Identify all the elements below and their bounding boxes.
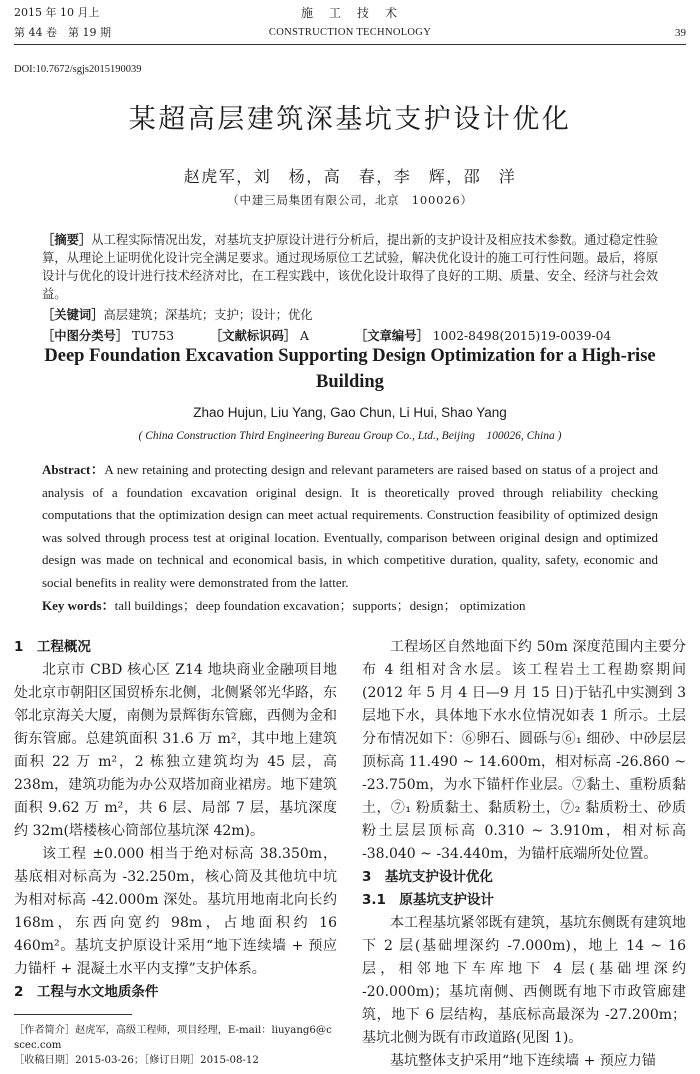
abstract-cn-text: 从工程实际情况出发，对基坑支护原设计进行分析后，提出新的支护设计及相应技术参数。通过稳定性验算，从理论上证明优化设计完全满足要求。通过现场原位工艺试验，解决优化设计的施工可行性问题。最后，将原设计与优化的设计进行技术经济对比，在工程实践中，该优化设计取得了良好的工期、质量、安全、经济与社会效益。 (42, 233, 658, 301)
abstract-cn (42, 231, 658, 303)
footnote-dates (14, 1053, 337, 1068)
paragraph: 基坑整体支护采用“地下连续墙 + 预应力锚 (390, 1053, 656, 1069)
paragraph: 工程场区自然地面下约 50m 深度范围内主要分布 4 组相对含水层。该工程岩土工程勘察期间(2012 年 5 月 4 日—9 月 15 日)于钻孔中实测到 3 层地下水，具体地下水水位情况如表 1 所示。土层分布情况如下：⑥卵石、圆砾与⑥₁ 细砂、中砂层层顶标高 11.490 ~ 14.600m，相对标高 -26.860 ~ -23.750m，为水下锚杆作业层。⑦黏土、重粉质黏土，⑦₁ 粉质黏土、黏质粉土，⑦₂ 黏质粉土、砂质粉土层层顶标高 0.310 ~ 3.910m，相对标高 -38.040 ~ -34.440m，为锚杆底端所处位置。 (362, 639, 686, 862)
title-en: Deep Foundation Excavation Supporting Design Optimization for a High-rise Building (44, 346, 656, 392)
doc-code-value: A (300, 329, 309, 343)
doi: DOI:10.7672/sgjs2015190039 (14, 64, 142, 75)
affiliation-cn: （中建三局集团有限公司，北京 100026） (227, 193, 473, 207)
header-rule (14, 44, 686, 45)
keywords-en (42, 595, 658, 618)
revised-label: ［修订日期］ (144, 1055, 201, 1066)
paragraph: 该工程 ±0.000 相当于绝对标高 38.350m，基底相对标高为 -32.250m，核心筒及其他坑中坑为相对标高 -42.000m 深处。基坑用地南北向长约 168m，东西向宽约 98m，占地面积约 16 460m²。基坑支护原设计采用“地下连续墙 + 预应力锚杆 + 混凝土水平内支撑”支护体系。 (14, 846, 337, 977)
doc-code-label: ［文献标识码］ (210, 328, 297, 343)
keywords-cn-label: ［关键词］ (42, 307, 104, 322)
header-volume: 第 44 卷 第 19 期 (14, 26, 111, 39)
keywords-cn (42, 306, 658, 324)
keywords-en-label: Key words： (42, 597, 115, 613)
authors-en: Zhao Hujun, Liu Yang, Gao Chun, Li Hui, Shao Yang (193, 405, 507, 420)
footnote-author-label: ［作者简介］ (14, 1025, 76, 1036)
page-number: 39 (675, 27, 686, 39)
footnote-rule (14, 1014, 132, 1015)
title-cn: 某超高层建筑深基坑支护设计优化 (128, 104, 572, 135)
footnote-author (14, 1023, 337, 1053)
clc-label: ［中图分类号］ (42, 328, 129, 343)
body-column-left (14, 636, 337, 1004)
section-2-heading: 2 工程与水文地质条件 (14, 984, 159, 1000)
header-date: 2015 年 10 月上 (14, 6, 100, 19)
abstract-cn-block (42, 231, 658, 345)
header-journal-en: CONSTRUCTION TECHNOLOGY (268, 27, 432, 38)
abstract-en-block (42, 459, 658, 617)
abstract-en-text: A new retaining and protecting design and relevant parameters are raised based on status of a project and analysis of a foundation excavation original design. It is theoretically proved through reliability checking computations that the optimization design can meet actual requirements. Construction feasibility of optimized design was solved through process test at original location. Eventually, comparison between original design and optimized design was made on technical and economical basis, in which competitive duration, quality, safety, economic and social benefits in reality were demonstrated from the latter. (42, 462, 658, 590)
keywords-cn-text: 高层建筑；深基坑；支护；设计；优化 (103, 308, 313, 322)
keywords-en-text: tall buildings；deep foundation excavation；supports；design； optimization (114, 597, 526, 613)
body-column-right (362, 636, 686, 1073)
paragraph: 本工程基坑紧邻既有建筑，基坑东侧既有建筑地下 2 层(基础埋深约 -7.000m)，地上 14 ~ 16 层，相邻地下车库地下 4 层(基础埋深约 -20.000m)；基坑南侧、西侧既有地下市政管廊建筑，地下 6 层结构，基底标高最深为 -27.200m；基坑北侧为既有市政道路(见图 1)。 (362, 915, 686, 1046)
section-3-heading: 3 基坑支护设计优化 (362, 869, 493, 885)
abstract-cn-label: ［摘要］ (42, 232, 92, 247)
article-number-value: 1002-8498(2015)19-0039-04 (432, 329, 612, 343)
affiliation-en: ( China Construction Third Engineering Bureau Group Co., Ltd., Beijing 100026, China ) (138, 430, 562, 442)
abstract-en-label: Abstract： (42, 462, 105, 477)
section-3-1-heading: 3.1 原基坑支护设计 (362, 892, 494, 908)
received-date: 2015-03-26； (75, 1055, 145, 1066)
footnote (14, 1023, 337, 1068)
received-label: ［收稿日期］ (14, 1055, 76, 1066)
authors-cn: 赵虎军，刘 杨，高 春，李 辉，邵 洋 (183, 167, 517, 186)
revised-date: 2015-08-12 (200, 1055, 259, 1066)
footnote-author-text: 赵虎军，高级工程师，项目经理，E-mail：liuyang6@cscec.com (14, 1025, 332, 1051)
header-journal-cn: 施 工 技 术 (300, 6, 399, 20)
paragraph: 北京市 CBD 核心区 Z14 地块商业金融项目地处北京市朝阳区国贸桥东北侧，北侧紧邻光华路，东邻北京海关大厦，南侧为景辉街东管廊，西侧为金和街东管廊。总建筑面积 31.6 万 m²，其中地上建筑面积 22 万 m²，2 栋独立建筑均为 45 层，高 238m，建筑功能为办公双塔加商业裙房。地下建筑面积 9.62 万 m²，共 6 层、局部 7 层，基坑深度约 32m(塔楼核心筒部位基坑深 42m)。 (14, 662, 337, 839)
clc-value: TU753 (132, 329, 175, 343)
section-1-heading: 1 工程概况 (14, 639, 91, 655)
abstract-en (42, 459, 658, 595)
article-number-label: ［文章编号］ (355, 328, 429, 343)
